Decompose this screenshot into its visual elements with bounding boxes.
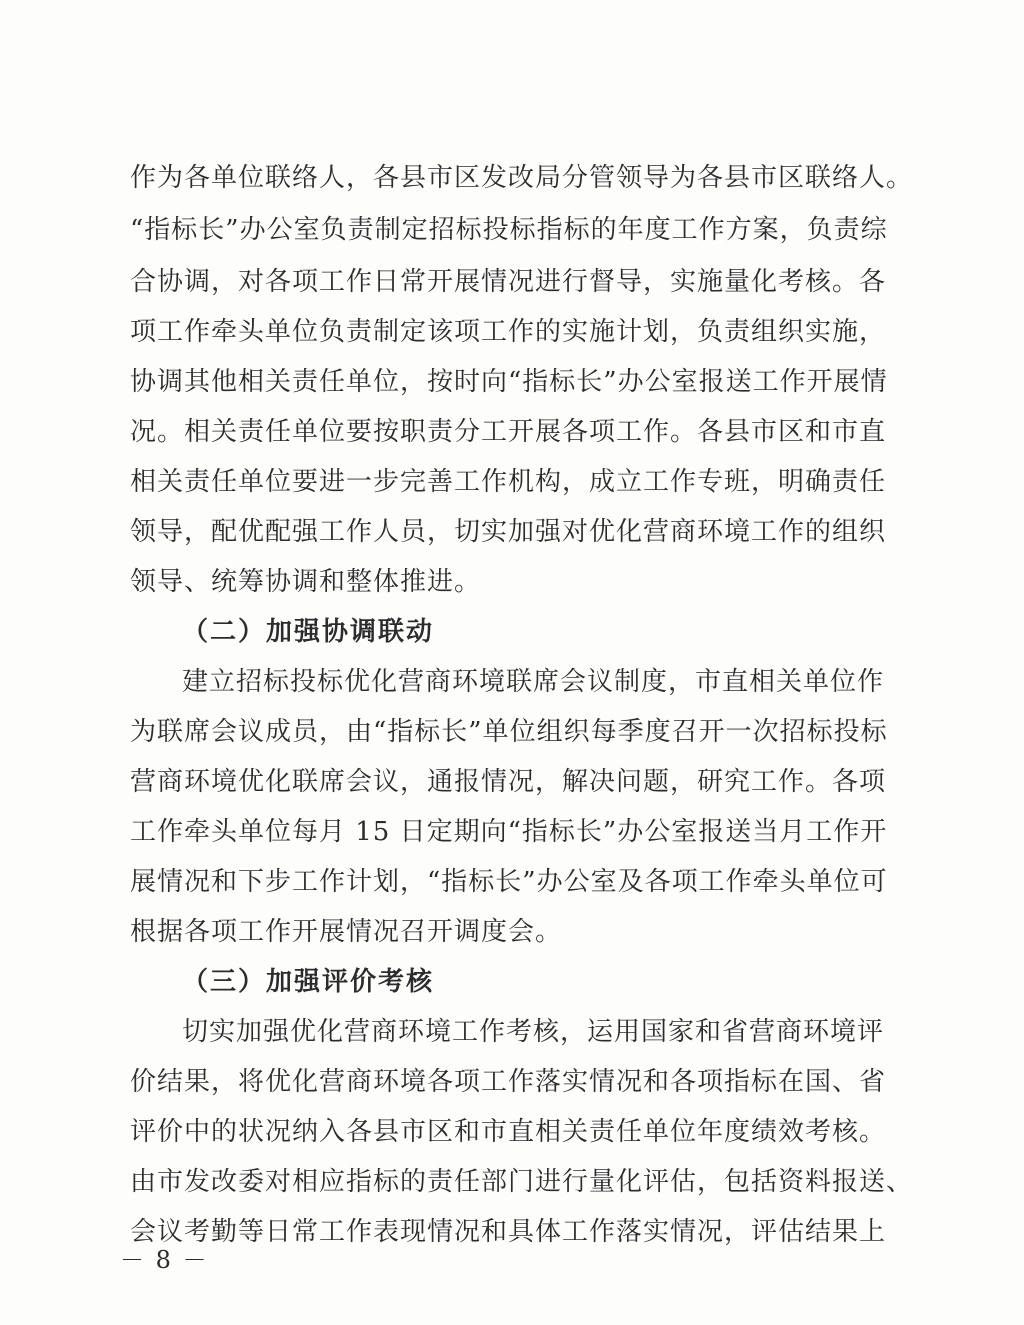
text-line: 合协调，对各项工作日常开展情况进行督导，实施量化考核。各 [130, 267, 887, 297]
text-line: 评价中的状况纳入各县市区和市直相关责任单位年度绩效考核。 [130, 1117, 887, 1147]
section-heading: （二）加强协调联动 [182, 617, 435, 647]
text-line: “指标长”办公室负责制定招标投标指标的年度工作方案，负责综 [130, 215, 888, 245]
text-line: 项工作牵头单位负责制定该项工作的实施计划，负责组织实施， [130, 317, 887, 347]
text-line: 领导、统筹协调和整体推进。 [130, 567, 482, 597]
text-line: 作为各单位联络人，各县市区发改局分管领导为各县市区联络人。 [130, 163, 914, 193]
text-line: 为联席会议成员，由“指标长”单位组织每季度召开一次招标投标 [130, 717, 888, 747]
text-line: 领导，配优配强工作人员，切实加强对优化营商环境工作的组织 [130, 517, 887, 547]
text-line: 会议考勤等日常工作表现情况和具体工作落实情况，评估结果上 [130, 1217, 887, 1247]
section-heading: （三）加强评价考核 [182, 967, 435, 997]
text-line: 由市发改委对相应指标的责任部门进行量化评估，包括资料报送、 [130, 1167, 914, 1197]
text-line: 切实加强优化营商环境工作考核，运用国家和省营商环境评 [182, 1017, 885, 1047]
text-line: 营商环境优化联席会议，通报情况，解决问题，研究工作。各项 [130, 767, 887, 797]
text-line: 协调其他相关责任单位，按时向“指标长”办公室报送工作开展情 [130, 367, 888, 397]
text-line: 展情况和下步工作计划，“指标长”办公室及各项工作牵头单位可 [130, 867, 888, 897]
text-line: 况。相关责任单位要按职责分工开展各项工作。各县市区和市直 [130, 417, 887, 447]
text-line: 工作牵头单位每月 15 日定期向“指标长”办公室报送当月工作开 [130, 817, 888, 847]
text-line: 建立招标投标优化营商环境联席会议制度，市直相关单位作 [182, 667, 885, 697]
text-line: 根据各项工作开展情况召开调度会。 [130, 917, 563, 947]
page-number: － 8 － [120, 1246, 209, 1274]
text-line: 相关责任单位要进一步完善工作机构，成立工作专班，明确责任 [130, 467, 887, 497]
text-line: 价结果，将优化营商环境各项工作落实情况和各项指标在国、省 [130, 1067, 887, 1097]
